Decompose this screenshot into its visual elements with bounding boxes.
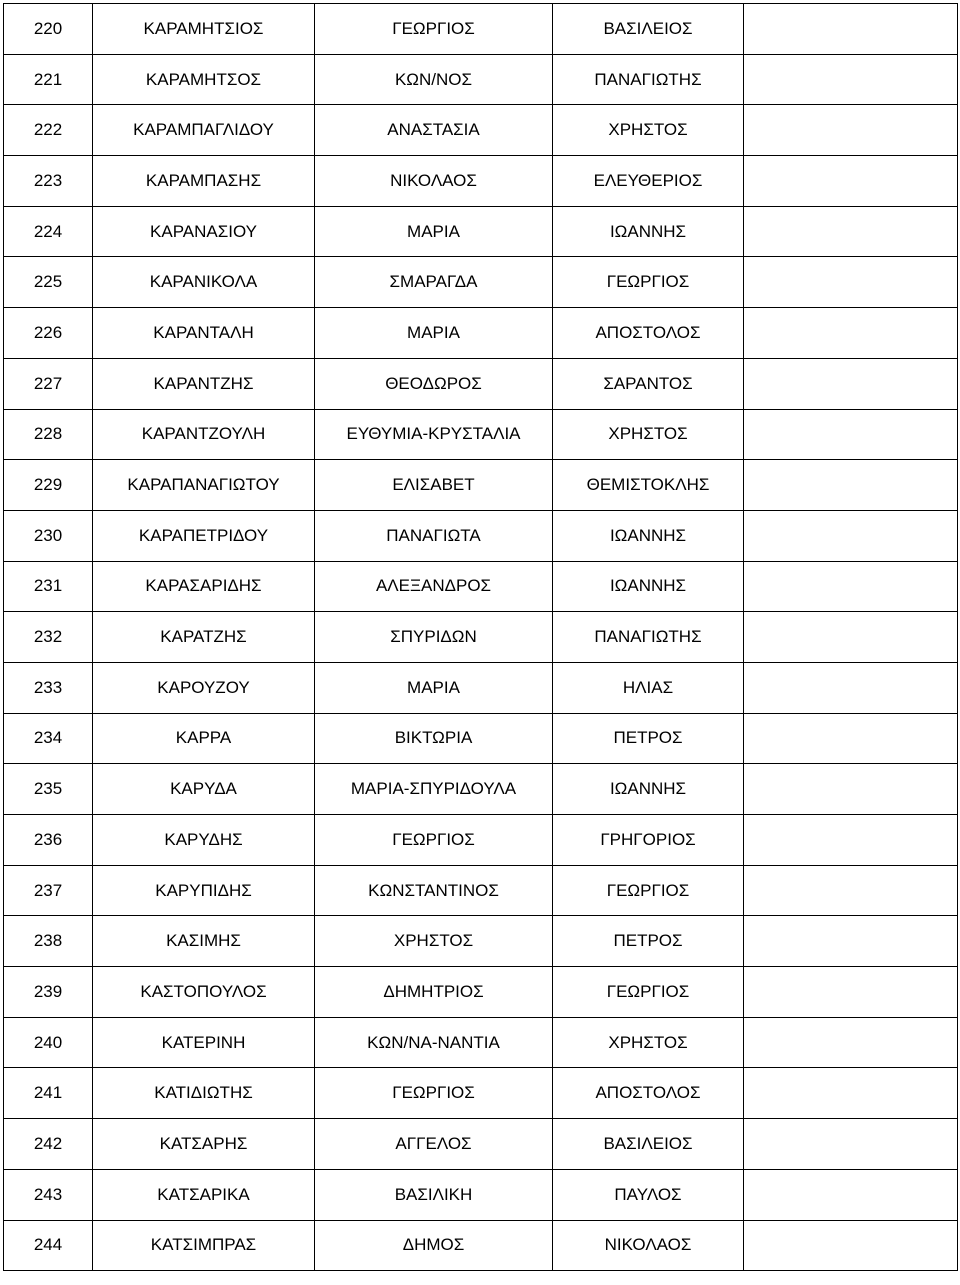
blank-cell: [744, 1119, 958, 1170]
surname-cell: ΚΑΡΑΜΗΤΣΟΣ: [93, 54, 315, 105]
father-name-cell: ΗΛΙΑΣ: [553, 662, 744, 713]
table-row: [4, 1220, 958, 1271]
row-number-cell: 223: [4, 156, 93, 207]
table-row: [4, 156, 958, 207]
table-row: [4, 967, 958, 1018]
father-name-cell: ΠΕΤΡΟΣ: [553, 713, 744, 764]
row-number-cell: 231: [4, 561, 93, 612]
surname-cell: ΚΑΤΣΙΜΠΡΑΣ: [93, 1220, 315, 1271]
row-number-cell: 235: [4, 764, 93, 815]
first-name-cell: ΑΛΕΞΑΝΔΡΟΣ: [315, 561, 553, 612]
first-name-cell: ΚΩΝ/ΝΟΣ: [315, 54, 553, 105]
first-name-cell: ΣΠΥΡΙΔΩΝ: [315, 612, 553, 663]
father-name-cell: ΙΩΑΝΝΗΣ: [553, 764, 744, 815]
table-row: [4, 257, 958, 308]
blank-cell: [744, 713, 958, 764]
table-row: [4, 916, 958, 967]
first-name-cell: ΣΜΑΡΑΓΔΑ: [315, 257, 553, 308]
father-name-cell: ΓΕΩΡΓΙΟΣ: [553, 967, 744, 1018]
surname-cell: ΚΑΡΑΠΕΤΡΙΔΟΥ: [93, 510, 315, 561]
first-name-cell: ΔΗΜΗΤΡΙΟΣ: [315, 967, 553, 1018]
surname-cell: ΚΑΤΕΡΙΝΗ: [93, 1017, 315, 1068]
table-row: [4, 815, 958, 866]
blank-cell: [744, 409, 958, 460]
table-row: [4, 1017, 958, 1068]
father-name-cell: ΑΠΟΣΤΟΛΟΣ: [553, 308, 744, 359]
surname-cell: ΚΑΡΑΝΤΑΛΗ: [93, 308, 315, 359]
first-name-cell: ΕΛΙΣΑΒΕΤ: [315, 460, 553, 511]
table-row: [4, 358, 958, 409]
surname-cell: ΚΑΣΙΜΗΣ: [93, 916, 315, 967]
surname-cell: ΚΑΡΥΔΑ: [93, 764, 315, 815]
blank-cell: [744, 1169, 958, 1220]
father-name-cell: ΓΕΩΡΓΙΟΣ: [553, 257, 744, 308]
father-name-cell: ΓΡΗΓΟΡΙΟΣ: [553, 815, 744, 866]
father-name-cell: ΠΑΥΛΟΣ: [553, 1169, 744, 1220]
first-name-cell: ΘΕΟΔΩΡΟΣ: [315, 358, 553, 409]
table-row: [4, 460, 958, 511]
surname-cell: ΚΑΡΡΑ: [93, 713, 315, 764]
first-name-cell: ΕΥΘΥΜΙΑ-ΚΡΥΣΤΑΛΙΑ: [315, 409, 553, 460]
blank-cell: [744, 4, 958, 55]
father-name-cell: ΙΩΑΝΝΗΣ: [553, 561, 744, 612]
surname-cell: ΚΑΡΑΜΠΑΓΛΙΔΟΥ: [93, 105, 315, 156]
row-number-cell: 222: [4, 105, 93, 156]
row-number-cell: 244: [4, 1220, 93, 1271]
blank-cell: [744, 865, 958, 916]
row-number-cell: 236: [4, 815, 93, 866]
surname-cell: ΚΑΡΑΝΑΣΙΟΥ: [93, 206, 315, 257]
first-name-cell: ΑΝΑΣΤΑΣΙΑ: [315, 105, 553, 156]
blank-cell: [744, 308, 958, 359]
surname-cell: ΚΑΡΑΤΖΗΣ: [93, 612, 315, 663]
first-name-cell: ΒΑΣΙΛΙΚΗ: [315, 1169, 553, 1220]
surname-cell: ΚΑΡΟΥΖΟΥ: [93, 662, 315, 713]
blank-cell: [744, 105, 958, 156]
blank-cell: [744, 358, 958, 409]
blank-cell: [744, 967, 958, 1018]
blank-cell: [744, 561, 958, 612]
blank-cell: [744, 156, 958, 207]
row-number-cell: 224: [4, 206, 93, 257]
table-row: [4, 308, 958, 359]
row-number-cell: 226: [4, 308, 93, 359]
row-number-cell: 230: [4, 510, 93, 561]
row-number-cell: 221: [4, 54, 93, 105]
blank-cell: [744, 764, 958, 815]
father-name-cell: ΠΑΝΑΓΙΩΤΗΣ: [553, 54, 744, 105]
surname-cell: ΚΑΤΣΑΡΙΚΑ: [93, 1169, 315, 1220]
father-name-cell: ΙΩΑΝΝΗΣ: [553, 206, 744, 257]
surname-cell: ΚΑΡΑΝΤΖΟΥΛΗ: [93, 409, 315, 460]
row-number-cell: 227: [4, 358, 93, 409]
blank-cell: [744, 1220, 958, 1271]
blank-cell: [744, 54, 958, 105]
blank-cell: [744, 1068, 958, 1119]
surname-cell: ΚΑΡΑΜΗΤΣΙΟΣ: [93, 4, 315, 55]
surname-cell: ΚΑΡΑΝΙΚΟΛΑ: [93, 257, 315, 308]
row-number-cell: 229: [4, 460, 93, 511]
blank-cell: [744, 916, 958, 967]
row-number-cell: 220: [4, 4, 93, 55]
first-name-cell: ΝΙΚΟΛΑΟΣ: [315, 156, 553, 207]
surname-cell: ΚΑΡΥΔΗΣ: [93, 815, 315, 866]
father-name-cell: ΧΡΗΣΤΟΣ: [553, 409, 744, 460]
first-name-cell: ΚΩΝ/ΝΑ-ΝΑΝΤΙΑ: [315, 1017, 553, 1068]
row-number-cell: 239: [4, 967, 93, 1018]
father-name-cell: ΠΑΝΑΓΙΩΤΗΣ: [553, 612, 744, 663]
first-name-cell: ΜΑΡΙΑ-ΣΠΥΡΙΔΟΥΛΑ: [315, 764, 553, 815]
first-name-cell: ΜΑΡΙΑ: [315, 662, 553, 713]
first-name-cell: ΔΗΜΟΣ: [315, 1220, 553, 1271]
father-name-cell: ΒΑΣΙΛΕΙΟΣ: [553, 1119, 744, 1170]
row-number-cell: 237: [4, 865, 93, 916]
row-number-cell: 225: [4, 257, 93, 308]
row-number-cell: 232: [4, 612, 93, 663]
first-name-cell: ΜΑΡΙΑ: [315, 206, 553, 257]
surname-cell: ΚΑΡΑΜΠΑΣΗΣ: [93, 156, 315, 207]
row-number-cell: 238: [4, 916, 93, 967]
row-number-cell: 243: [4, 1169, 93, 1220]
father-name-cell: ΑΠΟΣΤΟΛΟΣ: [553, 1068, 744, 1119]
father-name-cell: ΓΕΩΡΓΙΟΣ: [553, 865, 744, 916]
father-name-cell: ΧΡΗΣΤΟΣ: [553, 1017, 744, 1068]
table-row: [4, 4, 958, 55]
table-row: [4, 206, 958, 257]
row-number-cell: 240: [4, 1017, 93, 1068]
father-name-cell: ΧΡΗΣΤΟΣ: [553, 105, 744, 156]
table-row: [4, 865, 958, 916]
blank-cell: [744, 815, 958, 866]
table-row: [4, 764, 958, 815]
table-row: [4, 1119, 958, 1170]
table-row: [4, 409, 958, 460]
father-name-cell: ΠΕΤΡΟΣ: [553, 916, 744, 967]
father-name-cell: ΙΩΑΝΝΗΣ: [553, 510, 744, 561]
table-row: [4, 105, 958, 156]
blank-cell: [744, 510, 958, 561]
first-name-cell: ΓΕΩΡΓΙΟΣ: [315, 4, 553, 55]
surname-cell: ΚΑΡΑΠΑΝΑΓΙΩΤΟΥ: [93, 460, 315, 511]
roster-table-body: [4, 4, 958, 1271]
blank-cell: [744, 460, 958, 511]
first-name-cell: ΚΩΝΣΤΑΝΤΙΝΟΣ: [315, 865, 553, 916]
table-row: [4, 54, 958, 105]
table-row: [4, 612, 958, 663]
blank-cell: [744, 206, 958, 257]
table-row: [4, 662, 958, 713]
first-name-cell: ΓΕΩΡΓΙΟΣ: [315, 1068, 553, 1119]
roster-table: [3, 3, 958, 1271]
surname-cell: ΚΑΣΤΟΠΟΥΛΟΣ: [93, 967, 315, 1018]
table-row: [4, 561, 958, 612]
first-name-cell: ΓΕΩΡΓΙΟΣ: [315, 815, 553, 866]
row-number-cell: 234: [4, 713, 93, 764]
blank-cell: [744, 257, 958, 308]
surname-cell: ΚΑΡΥΠΙΔΗΣ: [93, 865, 315, 916]
table-row: [4, 510, 958, 561]
row-number-cell: 228: [4, 409, 93, 460]
row-number-cell: 242: [4, 1119, 93, 1170]
table-row: [4, 1169, 958, 1220]
father-name-cell: ΘΕΜΙΣΤΟΚΛΗΣ: [553, 460, 744, 511]
surname-cell: ΚΑΡΑΣΑΡΙΔΗΣ: [93, 561, 315, 612]
table-row: [4, 713, 958, 764]
first-name-cell: ΒΙΚΤΩΡΙΑ: [315, 713, 553, 764]
surname-cell: ΚΑΤΣΑΡΗΣ: [93, 1119, 315, 1170]
blank-cell: [744, 612, 958, 663]
surname-cell: ΚΑΤΙΔΙΩΤΗΣ: [93, 1068, 315, 1119]
first-name-cell: ΧΡΗΣΤΟΣ: [315, 916, 553, 967]
first-name-cell: ΜΑΡΙΑ: [315, 308, 553, 359]
table-row: [4, 1068, 958, 1119]
blank-cell: [744, 662, 958, 713]
first-name-cell: ΑΓΓΕΛΟΣ: [315, 1119, 553, 1170]
father-name-cell: ΣΑΡΑΝΤΟΣ: [553, 358, 744, 409]
father-name-cell: ΝΙΚΟΛΑΟΣ: [553, 1220, 744, 1271]
father-name-cell: ΕΛΕΥΘΕΡΙΟΣ: [553, 156, 744, 207]
blank-cell: [744, 1017, 958, 1068]
father-name-cell: ΒΑΣΙΛΕΙΟΣ: [553, 4, 744, 55]
row-number-cell: 233: [4, 662, 93, 713]
surname-cell: ΚΑΡΑΝΤΖΗΣ: [93, 358, 315, 409]
row-number-cell: 241: [4, 1068, 93, 1119]
first-name-cell: ΠΑΝΑΓΙΩΤΑ: [315, 510, 553, 561]
